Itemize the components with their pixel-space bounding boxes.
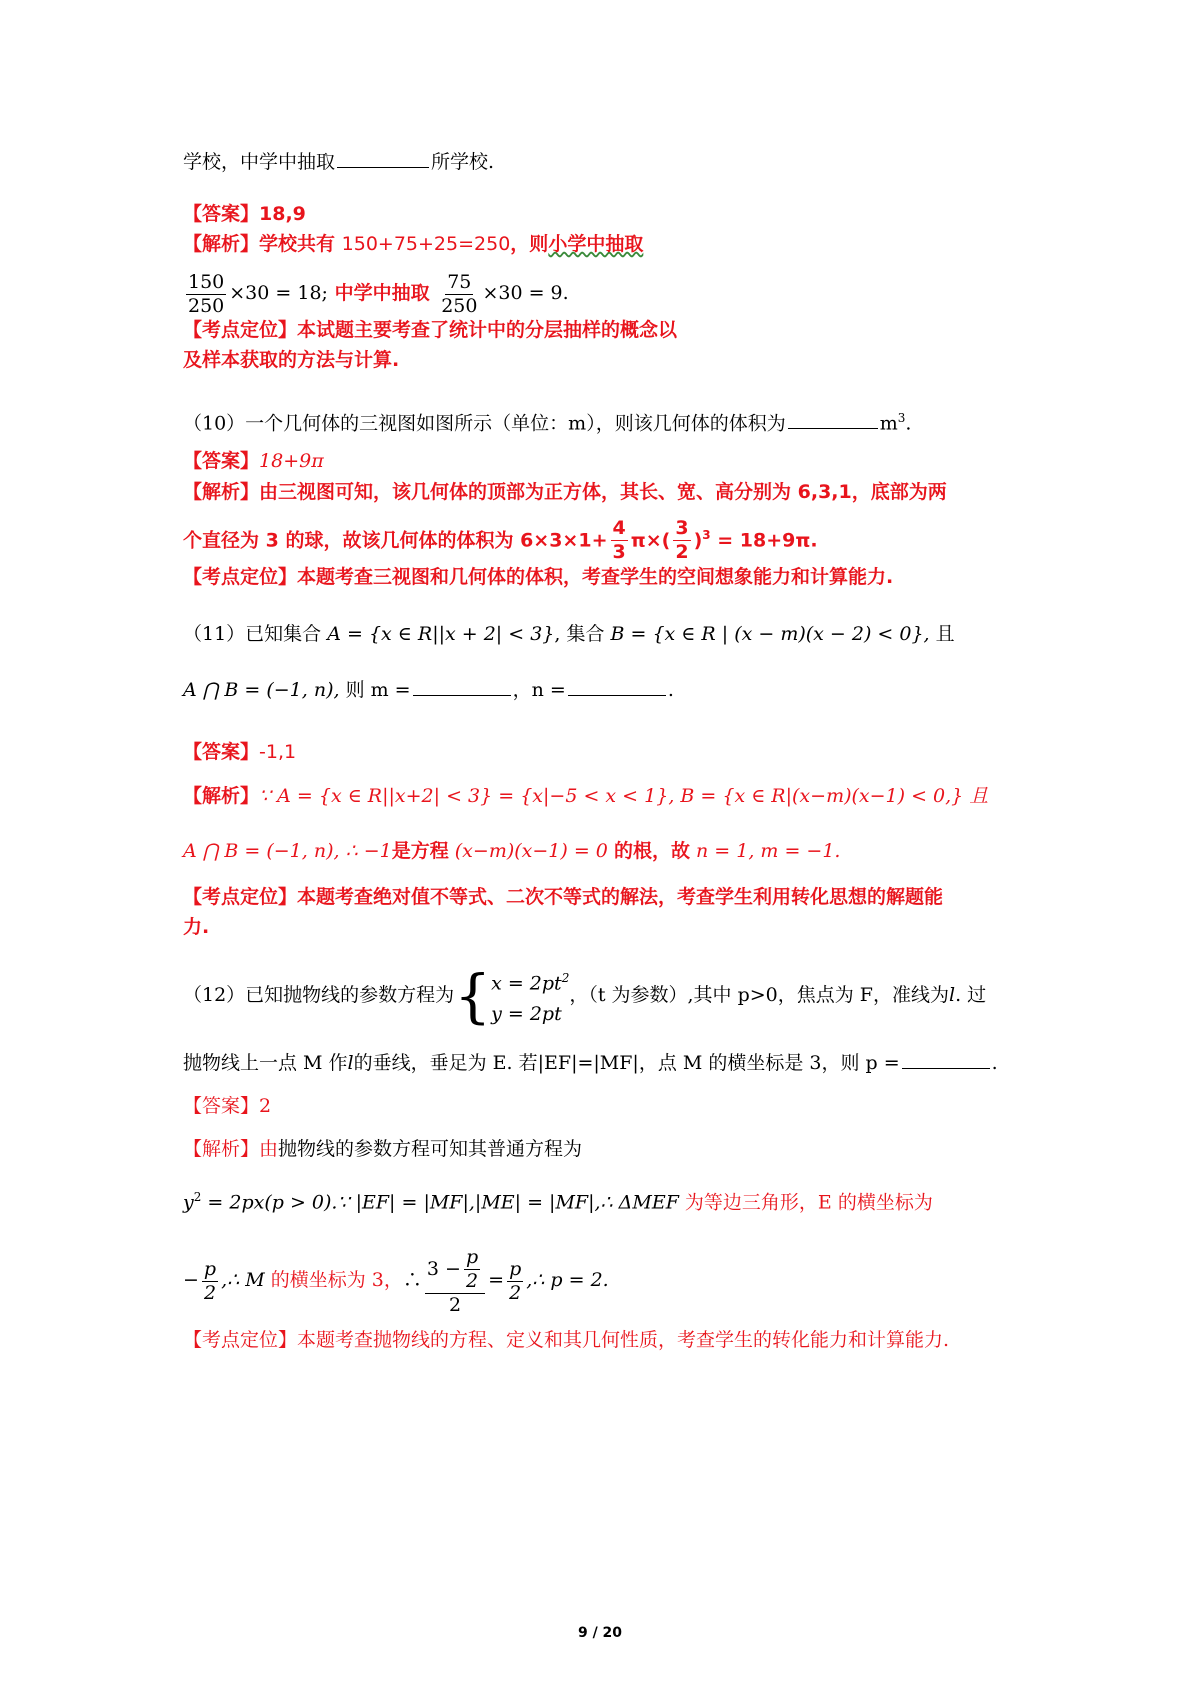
question-11-stem — [183, 621, 955, 647]
math: ×30 = 9. — [482, 282, 569, 304]
math: (x−m)(x−1) = 0 — [448, 840, 614, 862]
analysis-tag: 【解析】 — [183, 481, 260, 503]
analysis-11-line2 — [183, 838, 840, 864]
text: . — [905, 412, 912, 435]
analysis-10-line1 — [183, 479, 947, 505]
math: π×( — [630, 529, 671, 552]
fraction — [439, 270, 479, 317]
text: ，n = — [512, 679, 566, 701]
numerator: 3 — [675, 517, 689, 540]
math: ,∴ M — [221, 1269, 265, 1291]
denominator: 250 — [188, 294, 225, 317]
text: . — [667, 679, 674, 701]
key-9-line1 — [183, 317, 677, 343]
text: 由 — [259, 1138, 279, 1160]
unit: m — [879, 412, 898, 435]
text: . — [991, 1052, 998, 1074]
answer-blank-m — [413, 677, 511, 696]
answer-blank — [788, 410, 878, 429]
denominator: 2 — [203, 1281, 217, 1304]
denominator: 250 — [441, 294, 478, 317]
answer-blank — [337, 149, 429, 168]
text: . 过 — [955, 984, 987, 1006]
answer-value: 18+9π — [259, 450, 324, 472]
text: 所学校. — [431, 151, 495, 173]
math: A ⋂ B = (−1, n), — [183, 679, 340, 701]
math: − — [183, 1269, 199, 1291]
question-12-line2 — [183, 1050, 998, 1076]
denominator: 2 — [675, 541, 689, 564]
math: ∴ — [402, 1269, 422, 1291]
answer-blank — [902, 1050, 990, 1069]
fraction — [464, 1245, 480, 1292]
text: 是方程 — [391, 840, 449, 862]
text: 小学中抽取 — [548, 233, 644, 255]
brace: { — [454, 962, 492, 1030]
text: ，则 — [510, 233, 549, 255]
math: n = 1, m = −1. — [689, 840, 841, 862]
question-9-tail — [183, 149, 494, 175]
text: 的根，故 — [613, 840, 690, 862]
analysis-9-line1 — [183, 231, 643, 257]
answer-value: 2 — [259, 1095, 272, 1117]
math: ,∴ p = 2. — [526, 1269, 609, 1291]
denominator: 2 — [448, 1293, 462, 1316]
question-12-stem — [183, 955, 986, 1035]
key-10 — [183, 564, 893, 590]
answer-9 — [183, 201, 306, 227]
analysis-12-line3 — [183, 1235, 609, 1325]
analysis-11-line1 — [183, 783, 988, 809]
math: A ⋂ B = (−1, n), ∴ −1 — [183, 840, 392, 862]
analysis-10-line2 — [183, 505, 818, 570]
numerator: p — [203, 1257, 217, 1280]
math: = 18+9π. — [710, 529, 818, 552]
math: y — [183, 1191, 194, 1214]
exponent: 2 — [193, 1190, 202, 1204]
answer-12 — [183, 1093, 271, 1119]
fraction — [202, 1257, 218, 1304]
answer-tag: 【答案】 — [183, 1095, 260, 1117]
analysis-12-line2 — [183, 1184, 933, 1215]
numerator: 4 — [612, 517, 626, 540]
exponent: 3 — [897, 411, 906, 425]
text: , 集合 — [554, 623, 611, 645]
fraction — [186, 270, 226, 317]
math: ×30 = 18; — [229, 282, 328, 304]
text: ，（t 为参数）,其中 p>0，焦点为 F，准线为 — [569, 984, 949, 1006]
denominator: 3 — [612, 541, 626, 564]
numerator: 75 — [447, 270, 472, 293]
analysis-tag: 【解析】 — [183, 785, 260, 807]
text: 抛物线上一点 M 作 — [183, 1052, 348, 1074]
math: x = 2pt — [491, 972, 562, 995]
text: 且 — [929, 623, 955, 645]
math: ) — [693, 529, 703, 552]
exponent: 2 — [561, 971, 570, 986]
text: 抛物线的参数方程可知其普通方程为 — [278, 1138, 583, 1160]
analysis-tag: 【解析】 — [183, 233, 260, 255]
key-tag: 【考点定位】 — [183, 566, 298, 588]
answer-blank-n — [568, 677, 666, 696]
math: 150+75+25=250 — [341, 233, 511, 255]
answer-value: -1,1 — [259, 741, 297, 763]
numerator — [425, 1245, 485, 1294]
math: B = {x ∈ R | (x − m)(x − 2) < 0}, — [610, 623, 930, 645]
analysis-tag: 【解析】 — [183, 1138, 260, 1160]
key-12 — [183, 1327, 949, 1353]
key-11-line2 — [183, 914, 209, 940]
key-tag: 【考点定位】 — [183, 886, 298, 908]
fraction — [611, 519, 628, 562]
denominator: 2 — [466, 1269, 479, 1292]
key-tag: 【考点定位】 — [183, 1329, 298, 1351]
math: = — [488, 1269, 505, 1291]
math: A = {x ∈ R||x + 2| < 3} — [327, 623, 555, 645]
text: 的横坐标为 3， — [264, 1269, 403, 1291]
question-10-stem — [183, 405, 911, 436]
text: 学校，中学中抽取 — [183, 151, 336, 173]
text: 的垂线，垂足为 E. 若|EF|=|MF|，点 M 的横坐标是 3，则 p = — [353, 1052, 900, 1074]
equation-x — [491, 963, 569, 998]
math: 3 − — [426, 1257, 461, 1280]
text: 本试题主要考查了统计中的分层抽样的概念以 — [297, 319, 678, 341]
equation-y: y = 2pt — [491, 1002, 562, 1025]
math: l — [949, 984, 956, 1006]
math: l — [347, 1052, 354, 1074]
key-tag: 【考点定位】 — [183, 319, 298, 341]
parametric-system — [491, 963, 569, 1028]
page-number: 9 / 20 — [577, 1625, 623, 1641]
answer-11 — [183, 739, 296, 765]
text: 力. — [183, 916, 210, 938]
fraction — [673, 519, 690, 562]
compound-fraction — [425, 1245, 485, 1316]
denominator: 2 — [509, 1281, 522, 1304]
text: （12）已知抛物线的参数方程为 — [183, 984, 455, 1006]
text: 本题考查三视图和几何体的体积，考查学生的空间想象能力和计算能力. — [297, 566, 894, 588]
text: 为等边三角形，E 的横坐标为 — [678, 1191, 933, 1214]
text: 本题考查绝对值不等式、二次不等式的解法，考查学生利用转化思想的解题能 — [297, 886, 944, 908]
text: 由三视图可知，该几何体的顶部为正方体，其长、宽、高分别为 6,3,1，底部为两 — [259, 481, 947, 503]
text: 个直径为 3 的球，故该几何体的体积为 6×3×1+ — [183, 529, 608, 552]
question-11-line2 — [183, 677, 674, 703]
answer-tag: 【答案】 — [183, 741, 260, 763]
text: （11）已知集合 — [183, 623, 328, 645]
text: 本题考查抛物线的方程、定义和其几何性质，考查学生的转化能力和计算能力. — [297, 1329, 950, 1351]
numerator: p — [509, 1257, 522, 1280]
text: 及样本获取的方法与计算. — [183, 349, 400, 371]
text: 学校共有 — [259, 233, 342, 255]
exponent: 3 — [702, 528, 711, 542]
numerator: p — [465, 1245, 479, 1268]
analysis-9-line2 — [183, 263, 569, 323]
numerator: 150 — [188, 270, 225, 293]
math: ∵ A = {x ∈ R||x+2| < 3} = {x|−5 < x < 1}, B = {x ∈ R|(x−m)(x−1) < 0,} 且 — [259, 785, 989, 807]
answer-tag: 【答案】 — [183, 203, 260, 225]
key-9-line2 — [183, 347, 399, 373]
text: （10）一个几何体的三视图如图所示（单位：m），则该几何体的体积为 — [183, 412, 786, 435]
key-11-line1 — [183, 884, 943, 910]
text: 中学中抽取 — [327, 282, 437, 304]
math: = 2px(p > 0).∵ |EF| = |MF|,|ME| = |MF|,∴ ΔMEF — [201, 1191, 679, 1214]
answer-value: 18,9 — [259, 203, 306, 225]
fraction — [507, 1257, 523, 1304]
analysis-12-line1 — [183, 1136, 582, 1162]
answer-10 — [183, 448, 324, 474]
answer-tag: 【答案】 — [183, 450, 260, 472]
text: 则 m = — [339, 679, 411, 701]
